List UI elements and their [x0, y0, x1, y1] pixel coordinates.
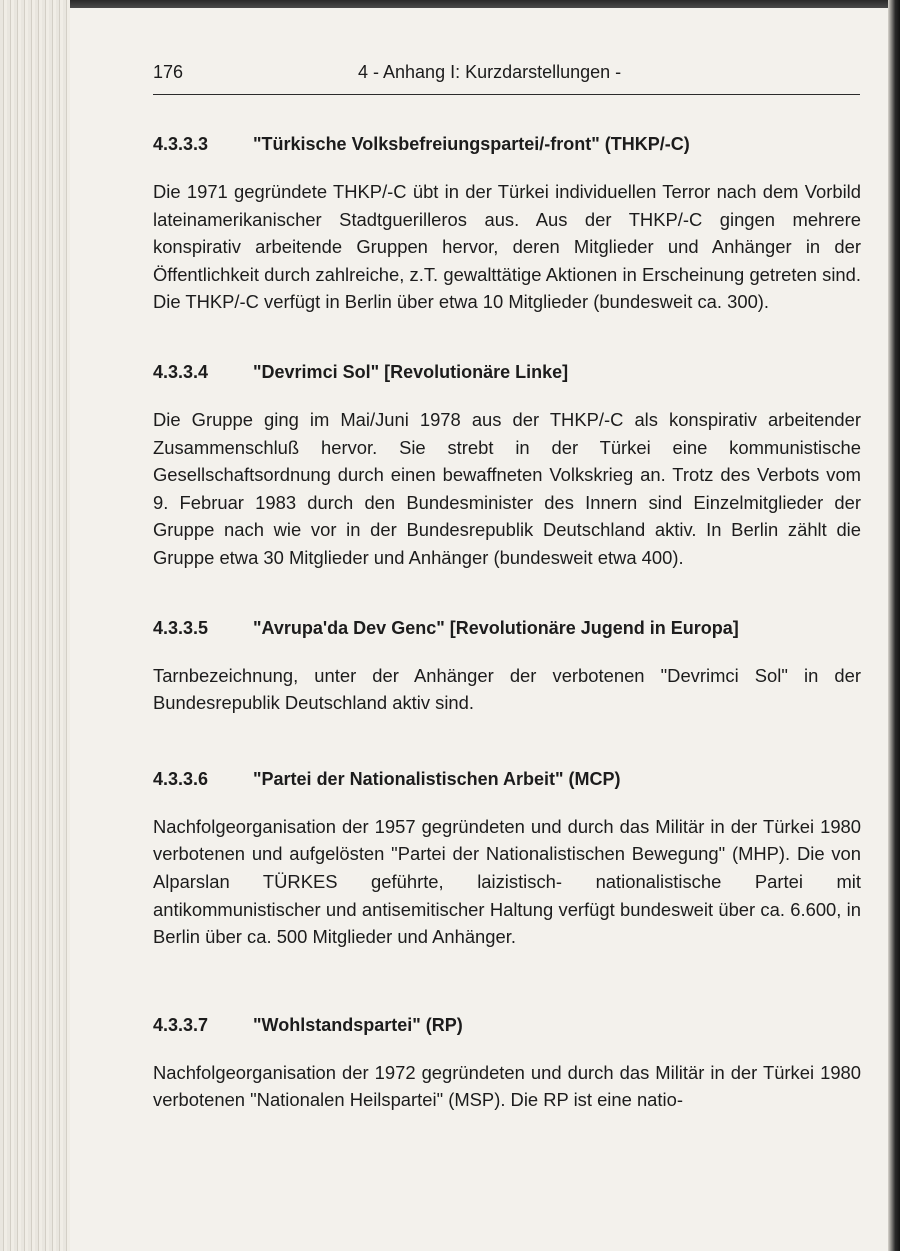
section-heading — [153, 358, 861, 386]
scan-top-edge — [0, 0, 900, 8]
section-4-3-3-5 — [153, 614, 861, 717]
section-paragraph: Nachfolgeorganisation der 1972 gegründeten und durch das Militär in der Türkei 1980 verbotenen "Nationalen Heilspartei" (MSP). Die RP ist eine natio- — [153, 1061, 861, 1111]
section-number: 4.3.3.6 — [153, 768, 209, 789]
section-paragraph: Die Gruppe ging im Mai/Juni 1978 aus der THKP/-C als konspirativ arbeitender Zusammenschluß hervor. Sie strebt in der Türkei eine kommunistische Gesellschaftsordnung durch einen bewaffneten Volkskrieg an. Trotz des Verbots vom 9. Februar 1983 durch den Bundesminister des Innern sind Einzelmitglieder der Gruppe nach wie vor in der Bundesrepublik Deutschland aktiv. In Berlin zählt die Gruppe etwa 30 Mitglieder und Anhänger (bundesweit etwa 400). — [153, 408, 861, 568]
section-title: "Türkische Volksbefreiungspartei/-front" (THKP/-C) — [253, 134, 690, 154]
section-heading — [153, 1011, 861, 1039]
section-number: 4.3.3.7 — [153, 1014, 209, 1035]
section-heading — [153, 130, 861, 158]
page-header — [153, 56, 860, 95]
section-title: "Partei der Nationalistischen Arbeit" (MCP) — [253, 768, 621, 789]
section-4-3-3-4 — [153, 358, 861, 572]
section-number: 4.3.3.3 — [153, 134, 209, 154]
section-heading — [153, 614, 861, 642]
section-heading — [153, 765, 861, 793]
section-title: "Devrimci Sol" [Revolutionäre Linke] — [253, 361, 569, 382]
scan-right-edge — [888, 0, 900, 1251]
section-paragraph: Tarnbezeichnung, unter der Anhänger der verbotenen "Devrimci Sol" in der Bundesrepublik Deutschland aktiv sind. — [153, 664, 861, 714]
section-4-3-3-3 — [153, 130, 861, 316]
section-title: "Wohlstandspartei" (RP) — [253, 1014, 463, 1035]
page-number: 176 — [153, 62, 184, 82]
section-4-3-3-7 — [153, 1011, 861, 1114]
section-number: 4.3.3.4 — [153, 361, 209, 382]
section-4-3-3-6 — [153, 765, 861, 951]
running-head: 4 - Anhang I: Kurzdarstellungen - — [358, 62, 622, 82]
section-number: 4.3.3.5 — [153, 617, 209, 638]
section-paragraph: Nachfolgeorganisation der 1957 gegründeten und durch das Militär in der Türkei 1980 verbotenen und aufgelösten "Partei der Nationalistischen Bewegung" (MHP). Die von Alparslan TÜRKES geführte, laizistisch- nationalistische Partei mit antikommunistischer und antisemitischer Haltung verfügt bundesweit über ca. 6.600, in Berlin über ca. 500 Mitglieder und Anhänger. — [153, 815, 861, 948]
section-title: "Avrupa'da Dev Genc" [Revolutionäre Jugend in Europa] — [253, 617, 739, 638]
book-page-edges — [0, 0, 70, 1251]
page-content — [153, 130, 861, 1114]
section-paragraph: Die 1971 gegründete THKP/-C übt in der Türkei individuellen Terror nach dem Vorbild lateinamerikanischer Stadtguerilleros aus. Aus der THKP/-C gingen mehrere konspirativ arbeitende Gruppen hervor, deren Mitglieder und Anhänger in der Öffentlichkeit durch zahlreiche, z.T. gewalttätige Aktionen in Erscheinung getreten sind. Die THKP/-C verfügt in Berlin über etwa 10 Mitglieder (bundesweit ca. 300). — [153, 181, 861, 313]
